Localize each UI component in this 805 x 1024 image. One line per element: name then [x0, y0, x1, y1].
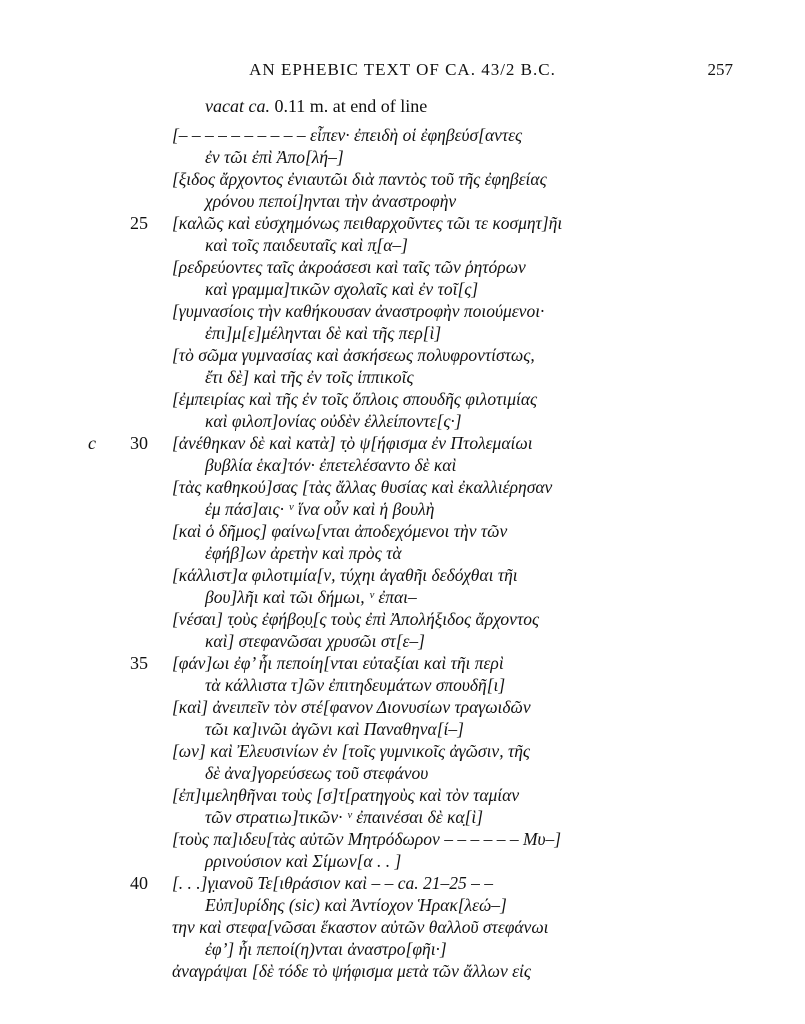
text-line: ἐφήβ]ων ἀρετὴν καὶ πρὸς τὰ: [205, 543, 402, 563]
text-line: καὶ] στεφανῶσαι χρυσῶι στ[ε–]: [205, 631, 425, 651]
text-line: χρόνου πεποί]ηνται τὴν ἀναστροφὴν: [205, 191, 457, 211]
text-line: [τὰς καθηκού]σας [τὰς ἄλλας θυσίας καὶ ἐκαλλιέρησαν: [172, 477, 553, 497]
text-line: [ξιδος ἄρχοντος ἐνιαυτῶι διὰ παντὸς τοῦ τῆς ἐφηβείας: [172, 169, 547, 189]
line-number: 30: [130, 433, 148, 453]
text-line: [ἐμπειρίας καὶ τῆς ἐν τοῖς ὅπλοις σπουδῆς φιλοτιμίας: [172, 389, 538, 409]
text-line: τὰ κάλλιστα τ]ῶν ἐπιτηδευμάτων σπουδῆ[ι]: [205, 675, 506, 695]
text-line: [ων] καὶ Ἐλευσινίων ἐν [τοῖς γυμνικοῖς ἀγῶσιν, τῆς: [172, 741, 530, 761]
line-number: 40: [130, 873, 148, 893]
text-line: [φάν]ωι ἐφ’ ἧι πεποίη[νται εὐταξίαι καὶ τῆι περὶ: [172, 653, 504, 673]
line-number: 35: [130, 653, 148, 673]
text-line: ἐφ’] ἧι πεποί(η)νται ἀναστρο[φῆι·]: [205, 939, 447, 959]
text-line: [– – – – – – – – – – εἶπεν· ἐπειδὴ οἱ ἐφηβεύσ[αντες: [172, 125, 523, 145]
text-line: δὲ ἀνα]γορεύσεως τοῦ στεφάνου: [205, 763, 429, 783]
text-line: την καὶ στεφα[νῶσαι ἕκαστον αὐτῶν θαλλοῦ στεφάνωι: [172, 917, 549, 937]
text-line: [τοὺς πα]ιδευ[τὰς αὐτῶν Μητρόδωρον – – – – – – Μυ–]: [172, 829, 562, 849]
text-line: βου]λῆι καὶ τῶι δήμωι, ᵛ ἐπαι–: [205, 587, 417, 607]
text-line: [καὶ] ἀνειπεῖν τὸν στέ[φανον Διονυσίων τραγωιδῶν: [172, 697, 531, 717]
page-number: 257: [707, 60, 733, 79]
text-line: ἐμ πάσ]αις· ᵛ ἵνα οὖν καὶ ἡ βουλὴ: [205, 499, 435, 519]
text-line: ἀναγράψαι [δὲ τόδε τὸ ψήφισμα μετὰ τῶν ἄλλων εἰς: [172, 961, 531, 981]
text-line: [νέσαι] τ̣οὺς ἐφήβο̣υ̣[ς τοὺς ἐπὶ Ἀπολήξιδος ἄρχοντος: [172, 609, 540, 629]
text-line: ἐν τῶι ἐπὶ Ἀπο[λή–]: [205, 147, 344, 167]
text-line: [. . .]γ̣ιανοῦ Τε[ιθράσιον καὶ – – ca. 21–25 – –: [172, 873, 493, 893]
text-line: καὶ γραμμα]τικῶν σχολαῖς καὶ ἐν τοῖ[ς]: [205, 279, 479, 299]
text-line: ἔτι δὲ] καὶ τῆς ἐν τοῖς ἱππικοῖς: [205, 367, 414, 387]
text-line: καὶ φιλοπ]ονίας οὐδὲν ἐλλείποντε[ς·]: [205, 411, 462, 431]
text-line: [ἐπ]ιμεληθῆναι τοὺς [σ]τ[ρατηγοὺς καὶ τὸν ταμίαν: [172, 785, 520, 805]
text-line: ρρινούσιον καὶ Σίμων[α . . ]: [205, 851, 402, 871]
margin-letter: c: [88, 433, 96, 453]
text-line: [γυμνασίοις τὴν καθήκουσαν ἀναστροφὴν ποιούμενοι·: [172, 301, 545, 321]
vacat-italic: vacat ca.: [205, 96, 270, 116]
text-line: ἐπι]μ[ε]μέληνται δὲ καὶ τῆς περ[ὶ]: [205, 323, 442, 343]
text-line: βυβλία ἑκα]τόν· ἐπετελέσαντο δὲ καὶ: [205, 455, 457, 475]
line-number: 25: [130, 213, 148, 233]
text-line: Εὐπ]υρίδης (sic) καὶ Ἀντίοχον Ἡρακ[λεώ–]: [205, 895, 507, 915]
text-line: [καὶ ὁ δῆμος] φαίνω[νται ἀποδεχόμενοι τὴν τῶν: [172, 521, 508, 541]
text-line: [κάλλιστ]α φιλοτιμία[ν, τύχηι ἀγαθῆι δεδόχθαι τῆι: [172, 565, 518, 585]
text-line: τῶν στρατιω]τικῶν· ᵛ ἐπαινέσαι δὲ κα̣[ὶ]: [205, 807, 484, 827]
text-line: [ρεδρεύοντες ταῖς ἀκροάσεσι καὶ ταῖς τῶν ῥητόρων: [172, 257, 526, 277]
text-line: καὶ τοῖς παιδευταῖς καὶ π̣[α–]: [205, 235, 408, 255]
text-line: [τὸ σῶμα γυμνασίας καὶ ἀσκήσεως πολυφροντίστως,: [172, 345, 535, 365]
vacat-note: [205, 96, 427, 117]
text-line: τῶι κα]ινῶι ἀγῶνι καὶ Παναθηνα[ί–]: [205, 719, 464, 739]
vacat-rest: 0.11 m. at end of line: [269, 96, 428, 116]
running-title: AN EPHEBIC TEXT OF CA. 43/2 B.C.: [249, 60, 556, 79]
page-header: [0, 60, 805, 84]
text-line: [ἀνέθηκαν δὲ καὶ κατὰ] τ̣ὸ ψ[ήφισμα ἐν Πτολεμαίωι: [172, 433, 533, 453]
text-line: [καλῶς καὶ εὐσχημόνως πειθαρχοῦντες τῶι τε κοσμητ]ῆι: [172, 213, 563, 233]
